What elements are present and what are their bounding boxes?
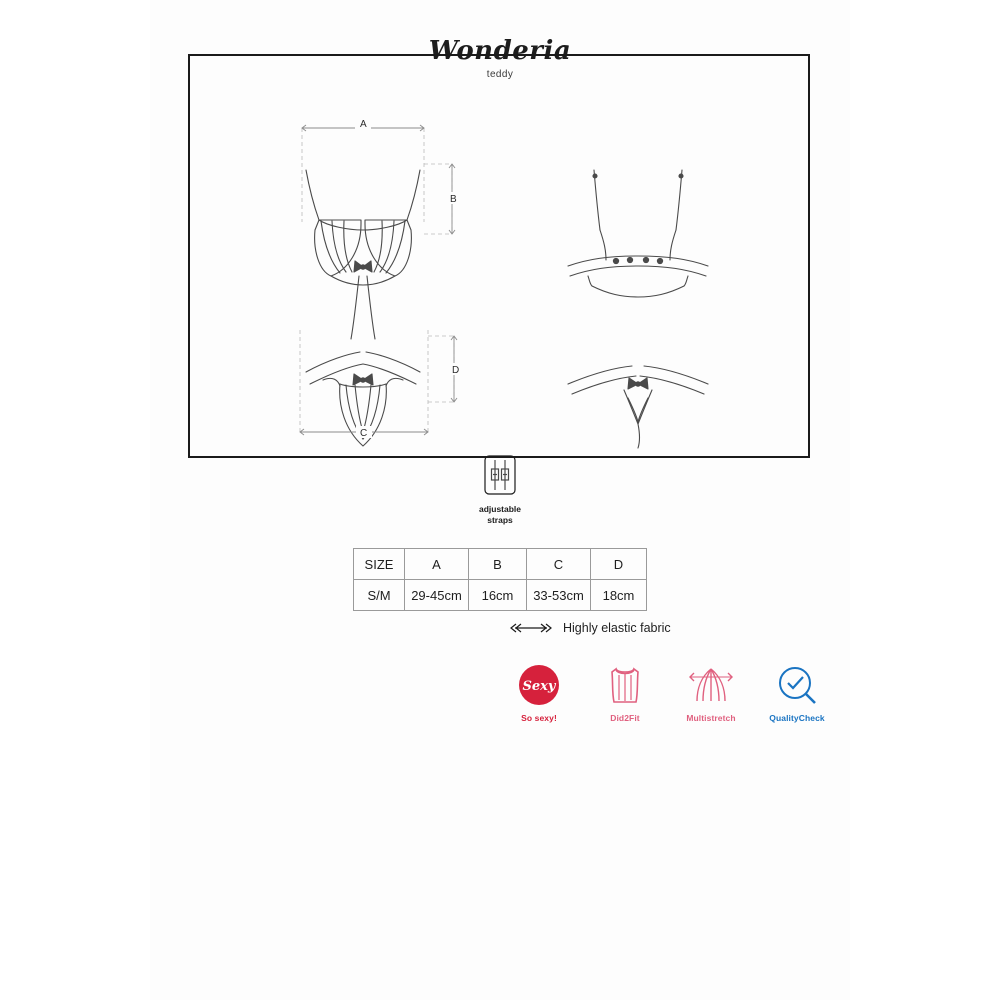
header-c: C	[527, 549, 591, 580]
feature-qualitycheck	[766, 663, 828, 723]
measure-label-b: B	[450, 194, 457, 205]
size-table-container	[150, 548, 850, 611]
multistretch-badge	[680, 663, 742, 707]
header-d: D	[591, 549, 647, 580]
header-b: B	[469, 549, 527, 580]
adjustable-straps-label-line2: straps	[487, 514, 513, 525]
adjustable-straps-label-line1: adjustable	[478, 504, 522, 514]
so-sexy-badge	[508, 663, 570, 707]
so-sexy-icon	[517, 663, 561, 707]
feature-multistretch	[680, 663, 742, 723]
brand-name: Wonderia	[428, 36, 572, 66]
cell-size: S/M	[354, 580, 405, 611]
did2fit-label: Did2Fit	[610, 713, 640, 723]
double-arrow-icon	[508, 622, 554, 634]
quality-check-badge	[766, 663, 828, 707]
multistretch-label: Multistretch	[686, 713, 736, 723]
quality-check-icon	[775, 663, 819, 707]
brand-subtitle: teddy	[486, 69, 514, 80]
multistretch-icon	[687, 663, 735, 707]
size-table	[353, 548, 647, 611]
product-size-sheet	[150, 0, 850, 1000]
feature-so-sexy	[508, 663, 570, 723]
adjustable-straps-icon	[479, 455, 521, 495]
technical-drawings	[188, 54, 810, 458]
quality-check-label: QualityCheck	[769, 713, 825, 723]
feature-badges	[508, 663, 828, 723]
table-row	[354, 580, 647, 611]
cell-b: 16cm	[469, 580, 527, 611]
measure-label-a: A	[360, 119, 367, 130]
adjustable-straps-block	[150, 455, 850, 525]
elastic-fabric-text: Highly elastic fabric	[563, 621, 671, 635]
cell-a: 29-45cm	[405, 580, 469, 611]
did2fit-badge	[594, 663, 656, 707]
cell-c: 33-53cm	[527, 580, 591, 611]
feature-did2fit	[594, 663, 656, 723]
svg-text:Sexy: Sexy	[522, 679, 556, 694]
table-header-row	[354, 549, 647, 580]
adjustable-straps-label	[150, 504, 850, 525]
measure-label-d: D	[452, 365, 460, 376]
header-a: A	[405, 549, 469, 580]
header-size: SIZE	[354, 549, 405, 580]
did2fit-icon	[605, 663, 645, 707]
cell-d: 18cm	[591, 580, 647, 611]
elastic-fabric-note	[508, 621, 671, 635]
so-sexy-label: So sexy!	[521, 713, 557, 723]
measure-label-c: C	[360, 428, 368, 439]
